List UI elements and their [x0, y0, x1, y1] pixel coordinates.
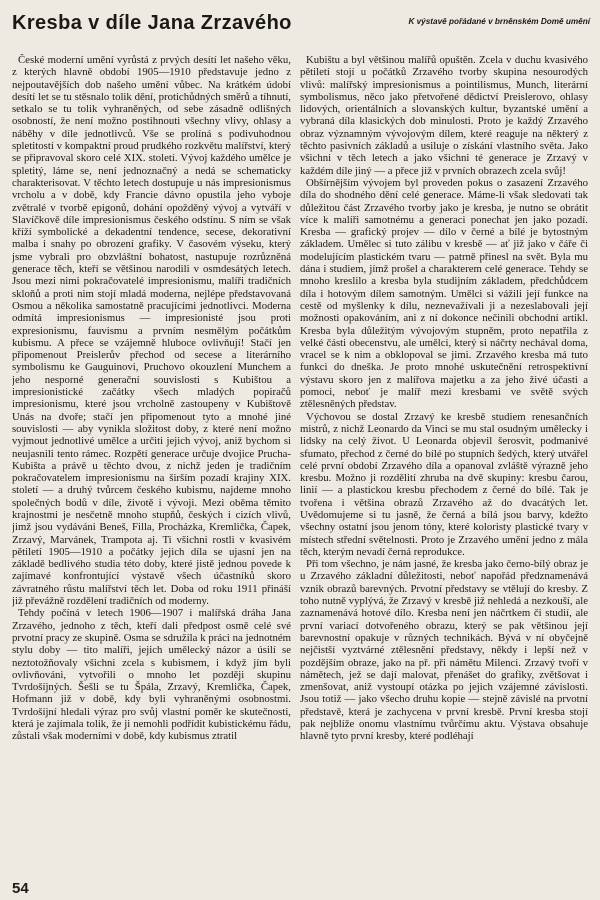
- page-number: 54: [12, 880, 29, 897]
- paragraph: Tehdy počíná v letech 1906—1907 i malířská dráha Jana Zrzavého, jednoho z těch, kteří dali předpost osmě celé své prvotní pracy ze skupině. Osma se sdružila k práci na jednotném stylu doby — tito malíři, jejich umělecký názor a úsilí se neztotožňovaly všichni zcela s kubismem, i když jím byli ovlivňováni, vytvořili o mnoho let později skupinu Tvrdošíjných. Šešli se tu Špála, Zrzavý, Kremlička, Čapek, Hofmann již v době, kdy byli vyhraněnými osobnostmi. Tvrdošíjní hledali výraz pro svůj vlastní poměr ke skutečnosti, která je zajímala tolik, že ji nemohli podřídit kubistickému řádu, zůstali však moderními v době, kdy kubismus ztratil: [12, 607, 291, 743]
- exhibition-note: K výstavě pořádané v brněnském Domě umění: [408, 17, 590, 26]
- paragraph: České moderní umění vyrůstá z prvých desítí let našeho věku, z kterých hlavně období 1905—1910 představuje jedno z nejpoutavějších dob našeho umění vůbec. Na krátkém údobí desítí let se tu stěsnalo tolik dění, protichůdných směrů a tíhnutí, setkalo se tu tolik vyhraněných, od sebe zásadně odlišných osobností, že není možno postihnouti všechny vlivy, ohlasy a náběhy v díle jednotlivců. Vše se prolíná s podivuhodnou spletitostí v kompaktní proud prudkého rozkvětu malířství, který se připravoval skoro celé XIX. století. Vývoj každého umělce je spletitý, láme se, není jednoznačný a nedá se schematicky charakterisovat. V těchto letech dostupuje u nás impresionismus vrcholu a v době, kdy Francie dávno opustila jeho vyboje zvětralé v tvorbě epigonů, dohání opožděný vývoj a vytváří v Slavíčkově díle impresionismus českého odstínu. S ním se však kříží symbolické a dekadentní tendence, secese, dekorativní malba i snahy po obrození grafiky. V časovém výseku, který jsme vybrali pro obzvláštní bohatost, nastupuje rozrůzněná generace těch, kteří se většinou narodili v osmdesátých letech. Jsou mezi nimi pokračovatelé impresionismu, malíři tradičních skloňů a proti nim stojí mladá moderna, nejlépe představovaná Osmou a několika samostatně pracujícími jednotlivci. Moderna odmítá impresionismus — impresionisté jsou proti expresionismu, fauvismu a prvním nesmělým počátkům kubismu. A přece se vzájemně hluboce ovlivňují! Stačí jen připomenout Preislerův přechod od secese a literárního symbolismu ke Gauguinovi, Pruchovo okouzlení Munchem a jeho nesporné generační souvislosti s Kubištou a impresionistické začátky všech mladých popiračů impresionismu, které jsou vrcholně zastoupeny v Kubištově Unás na dvoře; stačí jen připomenout tyto a mnohé jiné souvislosti — aby vynikla složitost doby, z které není možno vyjmout jednotlivé umělce a určiti jejich vývoj, aniž bychom si neujasnili tento rámec. Rozpětí generace určuje dvojice Prucha-Kubišta a právě u těchto dvou, z nichž jeden je tradičním pokračovatelem impresionismu na širším pozadí krajiny XIX. století — a druhý tvůrcem českého kubismu, najdeme mnoho společných bodů v díle, životě i vývoji. Mezi oběma těmito krajnostmi je nesčetně mnoho stupňů, českých i cizích vlivů, jimž jsou vydáváni Beneš, Filla, Procházka, Kremlička, Čapek, Zrzavý, Marvánek, Trampota aj. Ti všichni rostli v kvasivém pětiletí 1905—1910 a počátky jejich díla se ujasní jen na základě bedlivého studia této doby, které jistě jednou povede k zajímavé konfrontující výstavě všech účastníků skoro závratného růstu malířství těch let. Doba od roku 1911 přináší již převážně rozdělení tradičních od moderny.: [12, 54, 291, 608]
- paragraph: Výchovou se dostal Zrzavý ke kresbě studiem renesančních mistrů, z nichž Leonardo da Vinci se mu stal osudným umělecky i lidsky na celý život. U Leonarda objevil šerosvit, podmanivé sfumato, přechod z černé do bílé po stupních šedých, který utvářel celé první období Zrzavého díla a opanoval zvláště výrazně jeho kresbu. Možno ji rozdělití zhruba na dvě skupiny: kresbu čarou, linií — a plastickou kresbu přechodem z černé do bílé. Tak je tvořena i většina obrazů Zrzavého až do dvacátých let. Uvědomujeme si tu jasně, že černá a bílá jsou barvy, kdežto všechny ostatní jsou jenom tóny, které koloristy plastické tvary v místech střední světelnosti. Proto je Zrzavého umění jedno z mála těch, kterým nevadí černá reprodukce.: [300, 410, 588, 558]
- paragraph: Při tom všechno, je nám jasné, že kresba jako černo-bílý obraz je u Zrzavého základní důležitosti, neboť napořád předznamenává vznik obrazů barevných. Prvotní představy se vtělují do kresby. Z toho nutně vyplývá, že Zrzavý v kresbě již nehledá a nezkouší, ale zaznamenává hotové dílo. Kresba není jen náčrtkem či studií, ale první variací dotvořeného obrazu, který se pak většinou její barevnostní opakuje v různých technikách. Bývá v ní obyčejně nejčistší vyztvárné ztělesnění představy, někdy i lepší než v pozdějším obraze, jako na př. při námětu Milenci. Zrzavý tvoří v námětech, jež se dají malovat, přenášet do grafiky, zvětšovat i zmenšovat, aniž vystoupí otázka po jejich vzájemné závislosti. Jsou totiž — jako všecho druhu kopie — stejně závislé na prvotní představě, která je zachycena v první kresbě. První kresba stojí pak nejblíže onomu vlastnímu tvůrčímu aktu. Výstava obsahuje hlavně tyto první kresby, které podléhají: [300, 558, 588, 743]
- article-header: [12, 12, 590, 38]
- paragraph: Obšírnějším vývojem byl proveden pokus o zasazení Zrzavého díla do shodného dění celé generace. Máme-li však sledovati tak důležitou část Zrzavého tvorby jako je kresba, je nutno se obrátit více k malíři samotnému a generaci ponechat jen jako pozadí. Kresba — grafický projev — dílo v černé a bílé je bytostným základem. Umělec si tuto zálibu v kresbě — ať již jako v čáře či modelujícím plastickém tvaru — patrně přinesl na svět. Byla mu dána i studiem, jímž prošel a charakterem celé generace. Tehdy se mnoho kreslilo a kresba byla studijním základem, předchůdcem díla i hotovým dílem samotným. Umělci si vážili její funkce na cestě od myšlenky k dílu, neznevažívali ji a nezeslabovali její možnosti opakováním, ani z ní dokonce nečinili obchodní artikl. Kresba byla důležitým vývojovým stupněm, proto nepatřila z velké části obecenstvu, ale umělci, který si náčrty nechával doma, vracel se k nim a obklopoval se jimi. Zrzavého kresba má tuto funkci do dneška. Je proto mnohé uskutečnění retrospektivní výstavu skoro jen z malířova majetku a za jeho živé účasti a pomoci, neboť je malíř mezi kresbami ve světě svých ztělesněných představ.: [300, 176, 588, 411]
- text-column-left: [12, 54, 291, 872]
- paragraph: Kubištu a byl většinou malířů opuštěn. Zcela v duchu kvasivého pětiletí stojí u počátků Zrzavého tvorby skupina nesourodých vlivů: malířský impresionismus a pointilismus, Munch, literární symbolismus, něco jako přetvořené dědictví Preislerovo, ohlasy lidových, orientálních a slovanských kultur, byzantské umění a vybraná díla klasických dob minulosti. Proto je každý Zrzavého obraz významným vývojovým dílem, které reaguje na některý z těchto pasivních základů a usiluje o získání vlastního světa. Jako všichni v těch letech a jako všichni té generace je Zrzavý v každém díle jiný — a přece již v prvních obrazech zcela svůj!: [300, 54, 588, 177]
- article-title: Kresba v díle Jana Zrzavého: [12, 12, 292, 34]
- text-column-right: [300, 54, 588, 872]
